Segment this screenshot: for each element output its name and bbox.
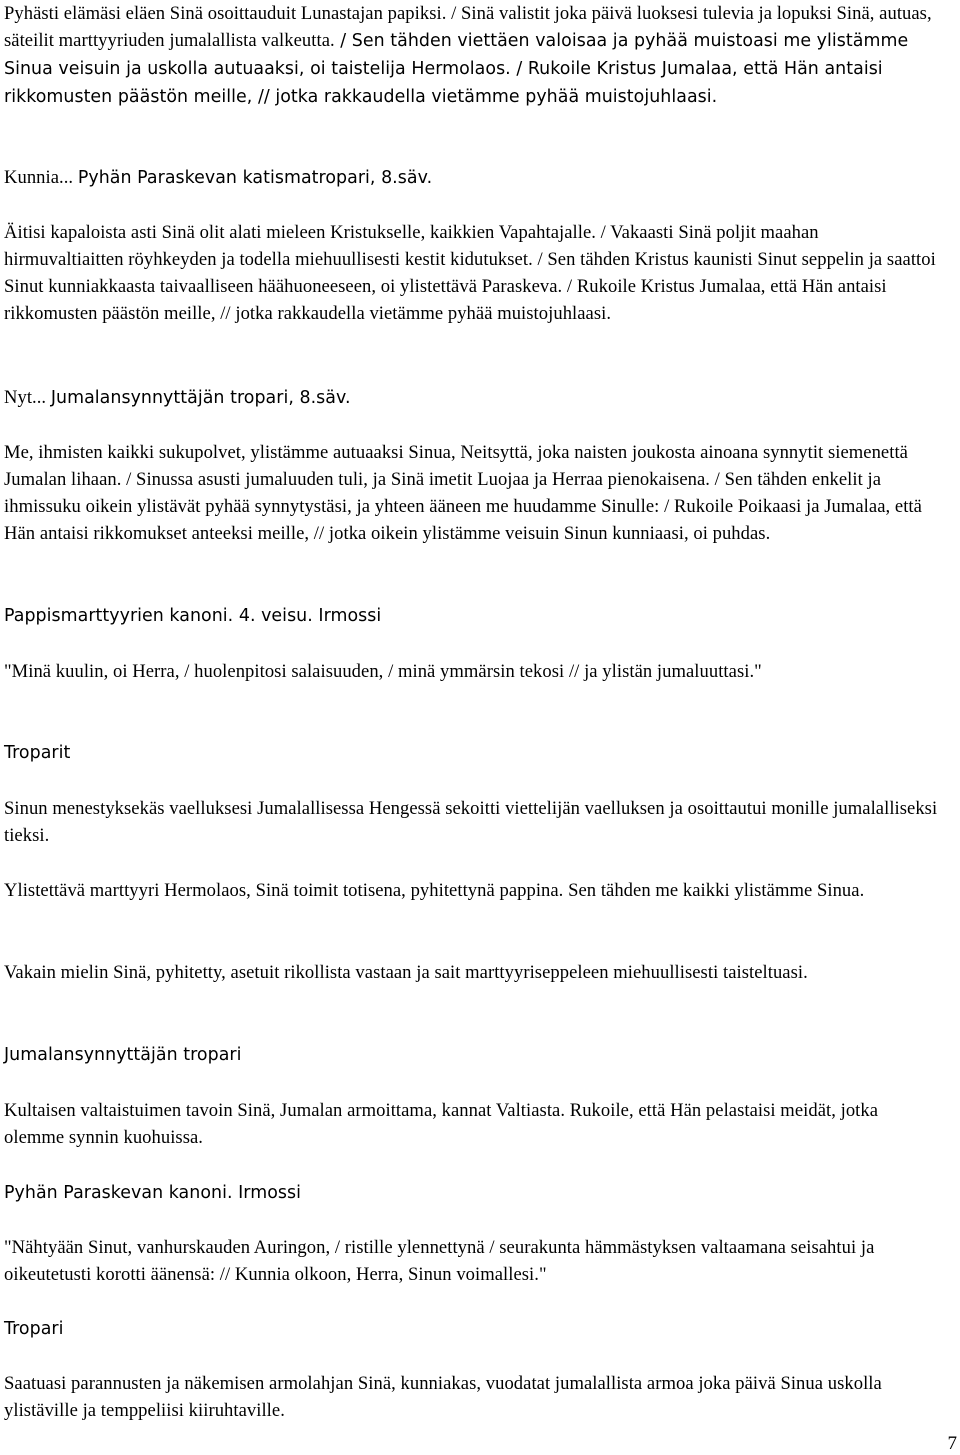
paragraph-tropari-4: Saatuasi parannusten ja näkemisen armolahjan Sinä, kunniakas, vuodatat jumalallista armoa joka päivä Sinua uskolla ylistäville ja temppeliisi kiiruhtaville. <box>4 1373 882 1421</box>
heading-kunnia-prefix: Kunnia... <box>4 167 78 188</box>
paragraph-3: Me, ihmisten kaikki sukupolvet, ylistämme autuaaksi Sinua, Neitsyttä, joka naisten joukosta ainoana synnytit siemenettä Jumalan lihaan. / Sinussa asusti jumaluuden tuli, ja Sinä imetit Luojaa ja Herraa pienokaisena. / Sen tähden enkelit ja ihmissuku oikein ylistävät pyhää synnytystäsi, ja yhteen ääneen me huudamme Sinulle: / Rukoile Poikaasi ja Jumalaa, että Hän antaisi rikkomukset anteeksi meille, // jotka oikein ylistämme veisuin Sinun kunniaasi, oi puhdas. <box>4 442 922 544</box>
heading-tropari-2: Tropari <box>4 1319 64 1339</box>
paragraph-tropari-1: Sinun menestyksekäs vaelluksesi Jumalallisessa Hengessä sekoitti viettelijän vaelluksen ja osoittautui monille jumalalliseksi tieksi. <box>4 798 938 846</box>
heading-pappismarttyyrien-kanoni: Pappismarttyyrien kanoni. 4. veisu. Irmossi <box>4 606 382 626</box>
heading-nyt-title: Jumalansynnyttäjän tropari, 8.säv. <box>50 388 351 408</box>
heading-nyt <box>4 384 351 412</box>
paragraph-tropari-3: Vakain mielin Sinä, pyhitetty, asetuit rikollista vastaan ja sait marttyyriseppeleen miehuullisesti taisteltuasi. <box>4 962 808 983</box>
page-number: 7 <box>947 1433 957 1454</box>
heading-troparit-1: Troparit <box>4 743 71 763</box>
paragraph-1-sans: / Sen tähden viettäen valoisaa ja pyhää muistoasi me ylistämme Sinua veisuin ja uskolla autuaaksi, oi taistelija Hermolaos. / Rukoile Kristus Jumalaa, että Hän antaisi rikkomusten päästön meille, // jotka rakkaudella vietämme pyhää muistojuhlaasi. <box>4 31 909 107</box>
heading-paraskevan-kanoni: Pyhän Paraskevan kanoni. Irmossi <box>4 1183 301 1203</box>
paragraph-1 <box>4 0 940 111</box>
heading-kunnia-title: Pyhän Paraskevan katismatropari, 8.säv. <box>77 168 433 188</box>
heading-nyt-prefix: Nyt... <box>4 387 51 408</box>
heading-kunnia <box>4 164 432 192</box>
paragraph-irmossi-2: "Nähtyään Sinut, vanhurskauden Auringon, / ristille ylennettynä / seurakunta hämmästyksen valtaamana seisahtui ja oikeutetusti korotti äänensä: // Kunnia olkoon, Herra, Sinun voimallesi." <box>4 1237 875 1285</box>
paragraph-irmossi-1: "Minä kuulin, oi Herra, / huolenpitosi salaisuuden, / minä ymmärsin tekosi // ja ylistän jumaluuttasi." <box>4 661 762 682</box>
heading-jumalansynnyttajan-tropari: Jumalansynnyttäjän tropari <box>4 1045 242 1065</box>
paragraph-tropari-2: Ylistettävä marttyyri Hermolaos, Sinä toimit totisena, pyhitettynä pappina. Sen tähden me kaikki ylistämme Sinua. <box>4 880 865 901</box>
paragraph-jumalansynnyttaja: Kultaisen valtaistuimen tavoin Sinä, Jumalan armoittama, kannat Valtiasta. Rukoile, että Hän pelastaisi meidät, jotka olemme synnin kuohuissa. <box>4 1100 879 1148</box>
paragraph-1-serif: Pyhästi elämäsi eläen Sinä osoittauduit Lunastajan papiksi. / Sinä valistit joka päivä luoksesi tulevia ja lopuksi Sinä, autuas, säteilit marttyyriuden jumalallista valkeutta. <box>4 3 932 51</box>
paragraph-2: Äitisi kapaloista asti Sinä olit alati mieleen Kristukselle, kaikkien Vapahtajalle. / Vakaasti Sinä poljit maahan hirmuvaltiaitten röyhkeyden ja todella miehuullisesti kestit kidutukset. / Sen tähden Kristus kaunisti Sinut seppelin ja saattoi Sinut kunniakkaasta taivaalliseen häähuoneeseen, oi ylistettävä Paraskeva. / Rukoile Kristus Jumalaa, että Hän antaisi rikkomusten päästön meille, // jotka rakkaudella vietämme pyhää muistojuhlaasi. <box>4 222 936 324</box>
